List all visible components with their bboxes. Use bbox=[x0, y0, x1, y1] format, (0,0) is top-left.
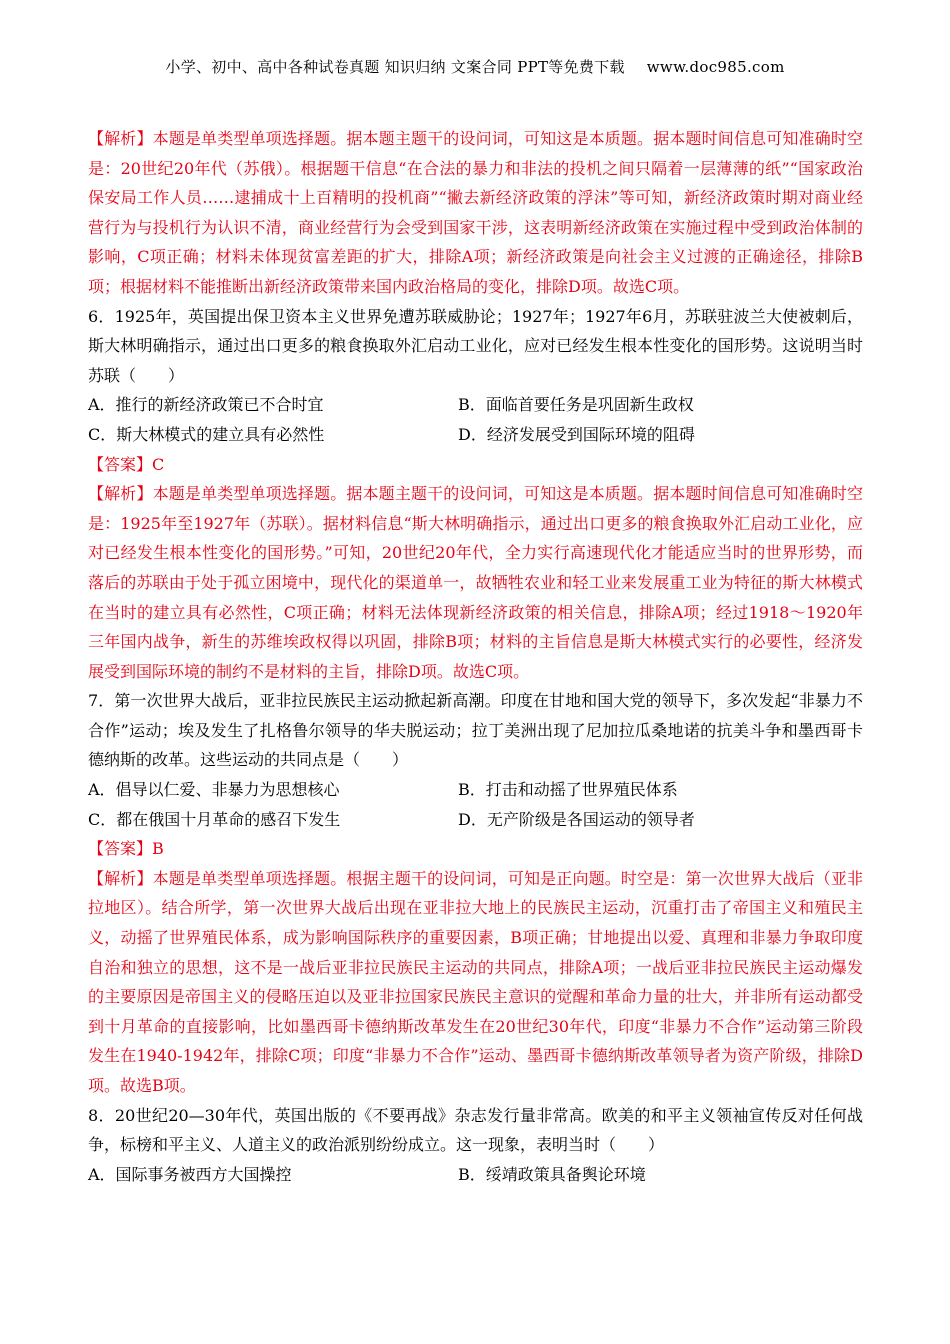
option-d: D．无产阶级是各国运动的领导者 bbox=[458, 809, 695, 829]
option-d: D．经济发展受到国际环境的阻碍 bbox=[458, 424, 695, 444]
option-a: A．国际事务被西方大国操控 bbox=[88, 1164, 292, 1184]
question-8 bbox=[88, 1101, 863, 1190]
options-row bbox=[88, 390, 863, 420]
page-header bbox=[0, 56, 950, 77]
answer-q6: 【答案】C bbox=[88, 454, 165, 474]
header-text: 小学、初中、高中各种试卷真题 知识归纳 文案合同 PPT等免费下载 bbox=[165, 58, 625, 76]
options-row bbox=[88, 1160, 863, 1190]
question-7-stem: 7．第一次世界大战后，亚非拉民族民主运动掀起新高潮。印度在甘地和国大党的领导下，多次发起“非暴力不合作”运动；埃及发生了扎格鲁尔领导的华夫脱运动；拉丁美洲出现了尼加拉瓜桑地诺的抗美斗争和墨西哥卡德纳斯的改革。这些运动的共同点是（ ） bbox=[88, 691, 863, 770]
document-body bbox=[88, 124, 863, 1189]
question-8-stem: 8．20世纪20—30年代，英国出版的《不要再战》杂志发行量非常高。欧美的和平主义领袖宣传反对任何战争，标榜和平主义、人道主义的政治派别纷纷成立。这一现象，表明当时（ ） bbox=[88, 1105, 863, 1155]
options-row bbox=[88, 805, 863, 835]
analysis-q5: 【解析】本题是单类型单项选择题。据本题主题干的设问词，可知这是本质题。据本题时间信息可知准确时空是：20世纪20年代（苏俄）。根据题干信息“在合法的暴力和非法的投机之间只隔着一层薄薄的纸”“国家政治保安局工作人员……逮捕成十上百精明的投机商”“撇去新经济政策的浮沫”等可知，新经济政策时期对商业经营行为与投机行为认识不清，商业经营行为会受到国家干涉，这表明新经济政策在实施过程中受到政治体制的影响，C项正确；材料未体现贫富差距的扩大，排除A项；新经济政策是向社会主义过渡的正确途径，排除B项；根据材料不能推断出新经济政策带来国内政治格局的变化，排除D项。故选C项。 bbox=[88, 129, 863, 296]
option-a: A．倡导以仁爱、非暴力为思想核心 bbox=[88, 780, 340, 800]
option-b: B．绥靖政策具备舆论环境 bbox=[458, 1164, 646, 1184]
option-b: B．打击和动摇了世界殖民体系 bbox=[458, 780, 678, 800]
option-c: C．斯大林模式的建立具有必然性 bbox=[88, 424, 325, 444]
option-c: C．都在俄国十月革命的感召下发生 bbox=[88, 809, 341, 829]
analysis-q7: 【解析】本题是单类型单项选择题。根据主题干的设问词，可知是正向题。时空是：第一次世界大战后（亚非拉地区）。结合所学，第一次世界大战后出现在亚非拉大地上的民族民主运动，沉重打击了帝国主义和殖民主义，动摇了世界殖民体系，成为影响国际秩序的重要因素，B项正确；甘地提出以爱、真理和非暴力争取印度自治和独立的思想，这不是一战后亚非拉民族民主运动的共同点，排除A项；一战后亚非拉民族民主运动爆发的主要原因是帝国主义的侵略压迫以及亚非拉国家民族民主意识的觉醒和革命力量的壮大，并非所有运动都受到十月革命的直接影响，比如墨西哥卡德纳斯改革发生在20世纪30年代，印度“非暴力不合作”运动第三阶段发生在1940-1942年，排除C项；印度“非暴力不合作”运动、墨西哥卡德纳斯改革领导者为资产阶级，排除D项。故选B项。 bbox=[88, 868, 863, 1095]
header-url[interactable]: www.doc985.com bbox=[646, 58, 785, 76]
question-6 bbox=[88, 302, 863, 687]
option-b: B．面临首要任务是巩固新生政权 bbox=[458, 395, 694, 415]
options-row bbox=[88, 775, 863, 805]
option-a: A．推行的新经济政策已不合时宜 bbox=[88, 395, 324, 415]
question-6-stem: 6．1925年，英国提出保卫资本主义世界免遭苏联威胁论；1927年；1927年6月，苏联驻波兰大使被刺后，斯大林明确指示，通过出口更多的粮食换取外汇启动工业化，应对已经发生根本性变化的国形势。这说明当时苏联（ ） bbox=[88, 306, 863, 385]
analysis-q6: 【解析】本题是单类型单项选择题。据本题主题干的设问词，可知这是本质题。据本题时间信息可知准确时空是：1925年至1927年（苏联）。据材料信息“斯大林明确指示，通过出口更多的粮食换取外汇启动工业化，应对已经发生根本性变化的国形势。”可知，20世纪20年代，全力实行高速现代化才能适应当时的世界形势，而落后的苏联由于处于孤立困境中，现代化的渠道单一，故牺牲农业和轻工业来发展重工业为特征的斯大林模式在当时的建立具有必然性，C项正确；材料无法体现新经济政策的相关信息，排除A项；经过1918～1920年三年国内战争，新生的苏维埃政权得以巩固，排除B项；材料的主旨信息是斯大林模式实行的必要性，经济发展受到国际环境的制约不是材料的主旨，排除D项。故选C项。 bbox=[88, 484, 863, 681]
options-row bbox=[88, 420, 863, 450]
question-7 bbox=[88, 686, 863, 1100]
answer-q7: 【答案】B bbox=[88, 839, 164, 859]
